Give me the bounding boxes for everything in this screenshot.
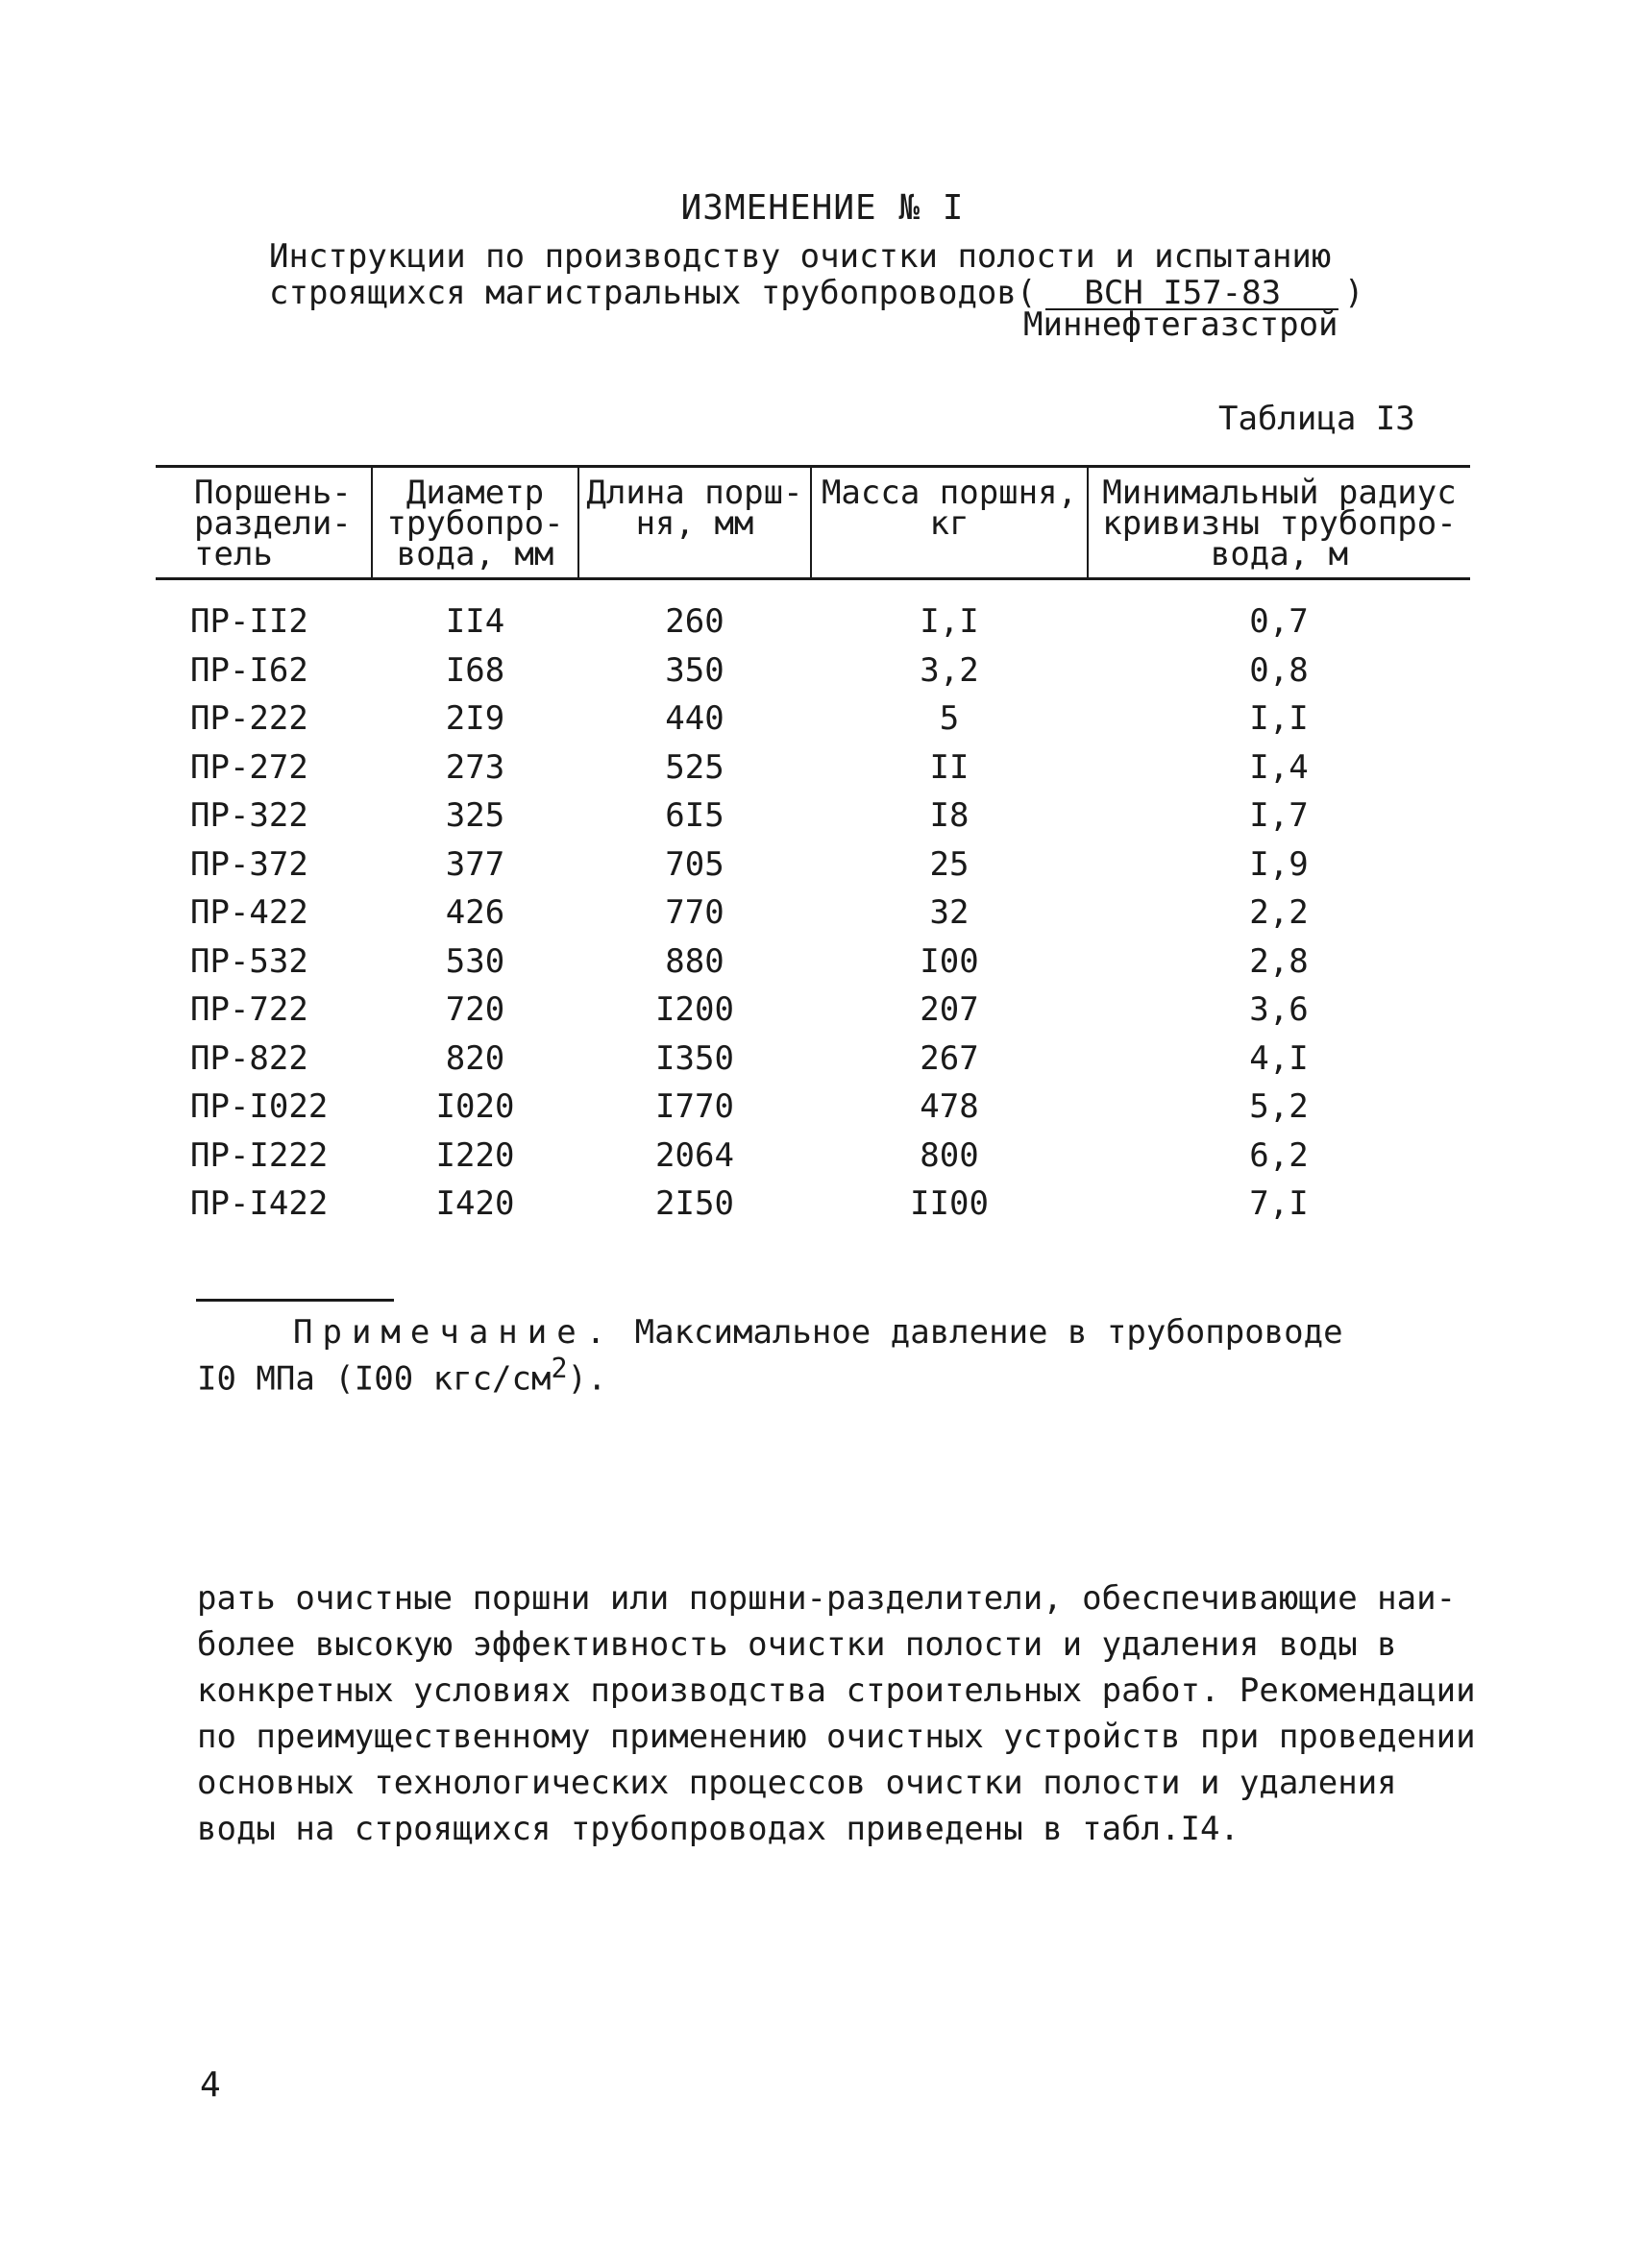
column-header-5 (1088, 467, 1470, 579)
pig-model-cell: ПР-222 (190, 699, 308, 739)
body-line: воды на строящихся трубопроводах приведены в табл.I4. (197, 1810, 1240, 1848)
pig-model-cell: ПР-822 (190, 1038, 308, 1078)
note-line-1 (197, 1314, 1343, 1351)
min-radius-cell: I,7 (1249, 796, 1309, 836)
note-separator (196, 1299, 394, 1302)
table-row (156, 744, 1470, 793)
pig-model-cell: ПР-272 (190, 747, 308, 787)
pig-mass-cell: 478 (920, 1087, 979, 1127)
column-header-line: вода, м (1210, 535, 1349, 573)
column-header-line: вода, мм (396, 535, 554, 573)
column-header-line: тель (194, 535, 273, 573)
table-row (156, 792, 1470, 841)
pig-model-cell: ПР-422 (190, 893, 308, 933)
pig-mass-cell: 207 (920, 990, 979, 1030)
pig-length-cell: 440 (665, 699, 724, 739)
table-row (156, 695, 1470, 744)
pipe-diameter-cell: I68 (445, 650, 505, 690)
table-note (197, 1314, 1343, 1397)
table-row (156, 938, 1470, 987)
pipe-diameter-cell: 377 (445, 844, 505, 884)
column-header-2 (372, 467, 578, 579)
body-line: рать очистные поршни или поршни-разделители, обеспечивающие наи- (197, 1579, 1457, 1618)
pig-length-cell: 6I5 (665, 796, 724, 836)
body-line: конкретных условиях производства строительных работ. Рекомендации (197, 1671, 1476, 1710)
pig-length-cell: 350 (665, 650, 724, 690)
column-header-line: Поршень- (194, 474, 352, 512)
document-title-line-2-text: строящихся магистральных трубопроводов (269, 274, 1017, 312)
column-header-1 (156, 467, 372, 579)
pipe-diameter-cell: 530 (445, 941, 505, 981)
note-label: Примечание. (293, 1313, 616, 1352)
table-row (156, 889, 1470, 938)
change-title: ИЗМЕНЕНИЕ № I (680, 188, 965, 228)
pipe-diameter-cell: 2I9 (445, 699, 505, 739)
note-text-1: Максимальное давление в трубопроводе (615, 1313, 1343, 1352)
pig-mass-cell: 800 (920, 1135, 979, 1175)
pig-model-cell: ПР-I62 (190, 650, 308, 690)
pig-mass-cell: 5 (939, 699, 960, 739)
body-paragraph (197, 1575, 1485, 1852)
pig-model-cell: ПР-I422 (190, 1184, 329, 1224)
table-row (156, 646, 1470, 695)
column-header-line: Диаметр (405, 474, 545, 512)
min-radius-cell: 0,7 (1249, 602, 1309, 642)
pig-length-cell: 2I50 (655, 1184, 734, 1224)
pig-parameters-table (156, 465, 1470, 1229)
pig-length-cell: 2064 (655, 1135, 734, 1175)
column-header-line: кривизны трубопро- (1102, 504, 1457, 543)
pipe-diameter-cell: I020 (435, 1087, 515, 1127)
pig-model-cell: ПР-I022 (190, 1087, 329, 1127)
pig-mass-cell: 3,2 (920, 650, 979, 690)
pig-mass-cell: I8 (929, 796, 970, 836)
table-row (156, 1083, 1470, 1132)
pipe-diameter-cell: 426 (445, 893, 505, 933)
column-header-line: Минимальный радиус (1102, 474, 1457, 512)
pig-model-cell: ПР-I222 (190, 1135, 329, 1175)
table-header (156, 467, 1470, 579)
table-row (156, 1035, 1470, 1084)
pig-length-cell: I200 (655, 990, 734, 1030)
min-radius-cell: 2,2 (1249, 893, 1309, 933)
min-radius-cell: 6,2 (1249, 1135, 1309, 1175)
pipe-diameter-cell: 273 (445, 747, 505, 787)
pig-length-cell: 705 (665, 844, 724, 884)
table-row (156, 841, 1470, 890)
min-radius-cell: 4,I (1249, 1038, 1309, 1078)
document-ministry: Миннефтегазстрой (1023, 305, 1338, 344)
min-radius-cell: 2,8 (1249, 941, 1309, 981)
pig-model-cell: ПР-722 (190, 990, 308, 1030)
pig-mass-cell: I00 (920, 941, 979, 981)
min-radius-cell: 0,8 (1249, 650, 1309, 690)
pig-length-cell: I770 (655, 1087, 734, 1127)
pig-model-cell: ПР-322 (190, 796, 308, 836)
pig-length-cell: 260 (665, 602, 724, 642)
pig-length-cell: I350 (655, 1038, 734, 1078)
pipe-diameter-cell: I420 (435, 1184, 515, 1224)
table-row (156, 986, 1470, 1035)
document-title (269, 238, 1364, 311)
pipe-diameter-cell: 720 (445, 990, 505, 1030)
pig-length-cell: 525 (665, 747, 724, 787)
column-header-line: раздели- (194, 504, 352, 543)
min-radius-cell: 5,2 (1249, 1087, 1309, 1127)
note-superscript: 2 (551, 1353, 568, 1384)
pig-mass-cell: I,I (920, 602, 979, 642)
body-line: более высокую эффективность очистки полости и удаления воды в (197, 1625, 1397, 1664)
pig-length-cell: 880 (665, 941, 724, 981)
body-line: основных технологических процессов очистки полости и удаления (197, 1764, 1397, 1802)
column-header-line: ня, мм (635, 504, 754, 543)
table-body (156, 579, 1470, 1229)
pig-mass-cell: 267 (920, 1038, 979, 1078)
document-code-open: ( (1016, 274, 1037, 312)
note-text-3: ). (567, 1359, 607, 1399)
min-radius-cell: 3,6 (1249, 990, 1309, 1030)
column-header-line: кг (929, 504, 970, 543)
pig-mass-cell: 25 (929, 844, 970, 884)
pig-mass-cell: 32 (929, 893, 970, 933)
min-radius-cell: 7,I (1249, 1184, 1309, 1224)
table-row (156, 579, 1470, 646)
column-header-line: Длина порш- (586, 474, 803, 512)
table-row (156, 1132, 1470, 1181)
page-number: 4 (200, 2065, 221, 2105)
pig-model-cell: ПР-II2 (190, 602, 308, 642)
column-header-3 (578, 467, 811, 579)
table-row (156, 1180, 1470, 1229)
table-label: Таблица I3 (1218, 400, 1415, 438)
column-header-line: трубопро- (386, 504, 564, 543)
pipe-diameter-cell: I220 (435, 1135, 515, 1175)
pig-model-cell: ПР-372 (190, 844, 308, 884)
column-header-line: Масса поршня, (821, 474, 1078, 512)
min-radius-cell: I,4 (1249, 747, 1309, 787)
note-line-2 (197, 1351, 1343, 1397)
body-line: по преимущественному применению очистных устройств при проведении (197, 1718, 1476, 1756)
pig-mass-cell: II (929, 747, 970, 787)
pipe-diameter-cell: 820 (445, 1038, 505, 1078)
column-header-4 (811, 467, 1088, 579)
pig-mass-cell: II00 (910, 1184, 989, 1224)
table-header-row (156, 467, 1470, 579)
document-code-close: ) (1344, 274, 1364, 312)
pig-model-cell: ПР-532 (190, 941, 308, 981)
min-radius-cell: I,I (1249, 699, 1309, 739)
document-code: ВСН I57-83 (1045, 278, 1338, 310)
pipe-diameter-cell: 325 (445, 796, 505, 836)
pig-length-cell: 770 (665, 893, 724, 933)
note-text-2: I0 МПа (I00 кгс/см (197, 1359, 552, 1399)
min-radius-cell: I,9 (1249, 844, 1309, 884)
document-title-line-1: Инструкции по производству очистки полости и испытанию (269, 237, 1332, 276)
pipe-diameter-cell: II4 (445, 602, 505, 642)
